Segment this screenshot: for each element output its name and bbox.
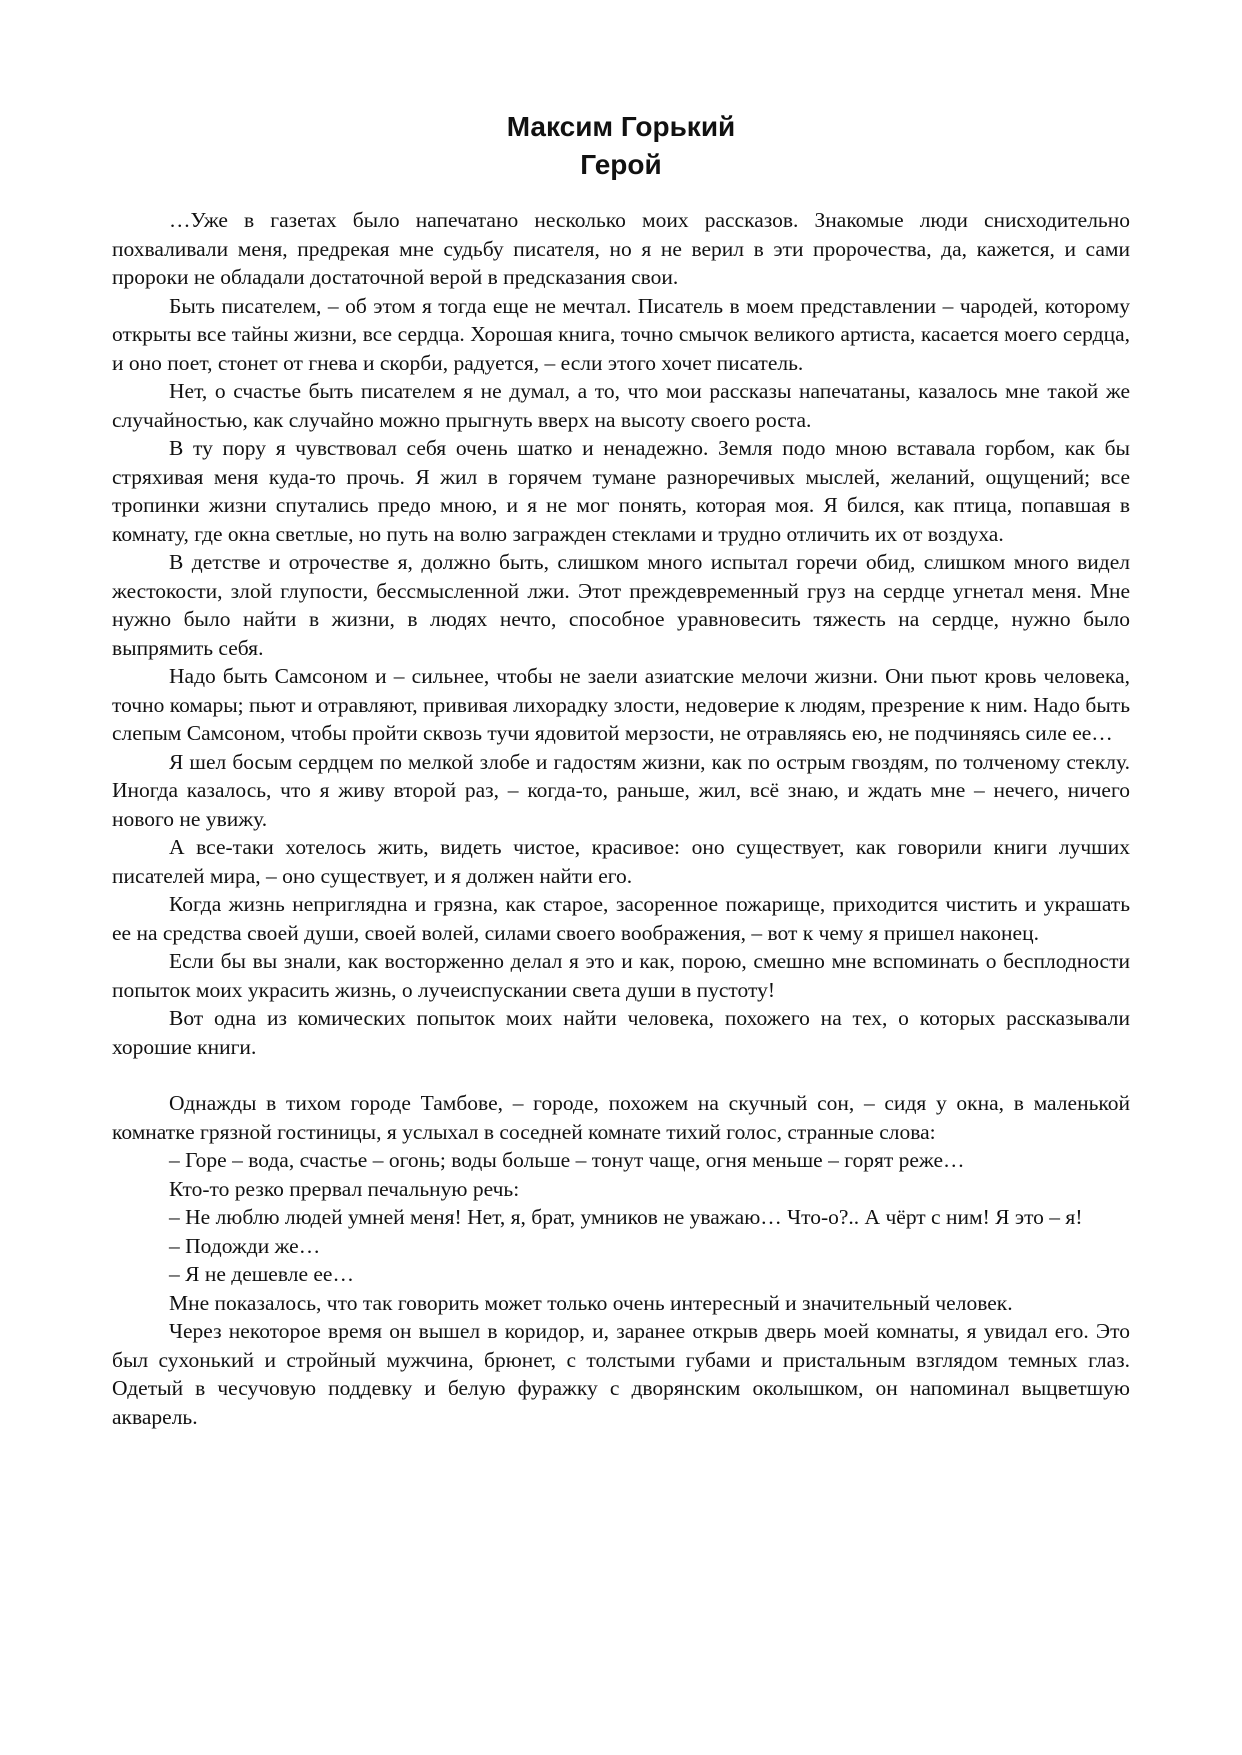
paragraph: Однажды в тихом городе Тамбове, – городе, похожем на скучный сон, – сидя у окна, в маленькой комнатке грязной гостиницы, я услыхал в соседней комнате тихий голос, странные слова: [112, 1091, 1130, 1144]
paragraph: В детстве и отрочестве я, должно быть, слишком много испытал горечи обид, слишком много видел жестокости, злой глупости, бессмысленной лжи. Этот преждевременный груз на сердце угнетал меня. Мне нужно было найти в жизни, в людях нечто, способное уравновесить тяжесть на сердце, нужно было выпрямить себя. [112, 550, 1130, 660]
section-break [112, 1061, 1130, 1089]
paragraph: А все-таки хотелось жить, видеть чистое, красивое: оно существует, как говорили книги лучших писателей мира, – оно существует, и я должен найти его. [112, 835, 1130, 888]
dialogue-line: – Я не дешевле ее… [169, 1262, 354, 1286]
document-page [112, 108, 1130, 1431]
paragraph: Я шел босым сердцем по мелкой злобе и гадостям жизни, как по острым гвоздям, по толченому стеклу. Иногда казалось, что я живу второй раз, – когда-то, раньше, жил, всё знаю, и ждать мне – нечего, ничего нового не увижу. [112, 749, 1130, 831]
author-name: Максим Горький [506, 111, 736, 142]
paragraph: Через некоторое время он вышел в коридор, и, заранее открыв дверь моей комнаты, я увидал его. Это был сухонький и стройный мужчина, брюнет, с толстыми губами и пристальным взглядом темных глаз. Одетый в чесучовую поддевку и белую фуражку с дворянским околышком, он напоминал выцветшую акварель. [112, 1319, 1130, 1429]
dialogue-line: – Подожди же… [169, 1233, 321, 1258]
story-text [112, 206, 1130, 1431]
document-header [112, 108, 1130, 184]
paragraph: В ту пору я чувствовал себя очень шатко и ненадежно. Земля подо мною вставала горбом, как бы стряхивая меня куда-то прочь. Я жил в горячем тумане разноречивых мыслей, желаний, ощущений; все тропинки жизни спутались предо мною, и я не мог понять, которая моя. Я бился, как птица, попавшая в комнату, где окна светлые, но путь на волю загражден стеклами и трудно отличить их от воздуха. [112, 436, 1130, 546]
paragraph: Мне показалось, что так говорить может только очень интересный и значительный человек. [169, 1290, 1013, 1315]
paragraph: Быть писателем, – об этом я тогда еще не мечтал. Писатель в моем представлении – чародей, которому открыты все тайны жизни, все сердца. Хорошая книга, точно смычок великого артиста, касается моего сердца, и оно поет, стонет от гнева и скорби, радуется, – если этого хочет писатель. [112, 293, 1130, 375]
paragraph: Если бы вы знали, как восторженно делал я это и как, порою, смешно мне вспоминать о бесплодности попыток моих украсить жизнь, о лучеиспускании света души в пустоту! [112, 949, 1130, 1002]
paragraph: Вот одна из комических попыток моих найти человека, похожего на тех, о которых рассказывали хорошие книги. [112, 1006, 1130, 1059]
dialogue-line: – Горе – вода, счастье – огонь; воды больше – тонут чаще, огня меньше – горят реже… [169, 1148, 965, 1172]
paragraph: Надо быть Самсоном и – сильнее, чтобы не заели азиатские мелочи жизни. Они пьют кровь человека, точно комары; пьют и отравляют, прививая лихорадку злости, недоверие к людям, презрение к ним. Надо быть слепым Самсоном, чтобы пройти сквозь тучи ядовитой мерзости, не отравляясь ею, не подчиняясь силе ее… [112, 664, 1130, 745]
paragraph: Нет, о счастье быть писателем я не думал, а то, что мои рассказы напечатаны, казалось мне такой же случайностью, как случайно можно прыгнуть вверх на высоту своего роста. [112, 379, 1130, 432]
paragraph: Когда жизнь неприглядна и грязна, как старое, засоренное пожарище, приходится чистить и украшать ее на средства своей души, своей волей, силами своего воображения, – вот к чему я пришел наконец. [112, 892, 1130, 945]
paragraph: …Уже в газетах было напечатано несколько моих рассказов. Знакомые люди снисходительно похваливали меня, предрекая мне судьбу писателя, но я не верил в эти пророчества, да, кажется, и сами пророки не обладали достаточной верой в предсказания свои. [112, 208, 1130, 289]
paragraph: Кто-то резко прервал печальную речь: [169, 1176, 520, 1201]
story-title: Герой [580, 149, 662, 180]
dialogue-line: – Не люблю людей умней меня! Нет, я, брат, умников не уважаю… Что-о?.. А чёрт с ним! Я это – я! [169, 1205, 1083, 1229]
